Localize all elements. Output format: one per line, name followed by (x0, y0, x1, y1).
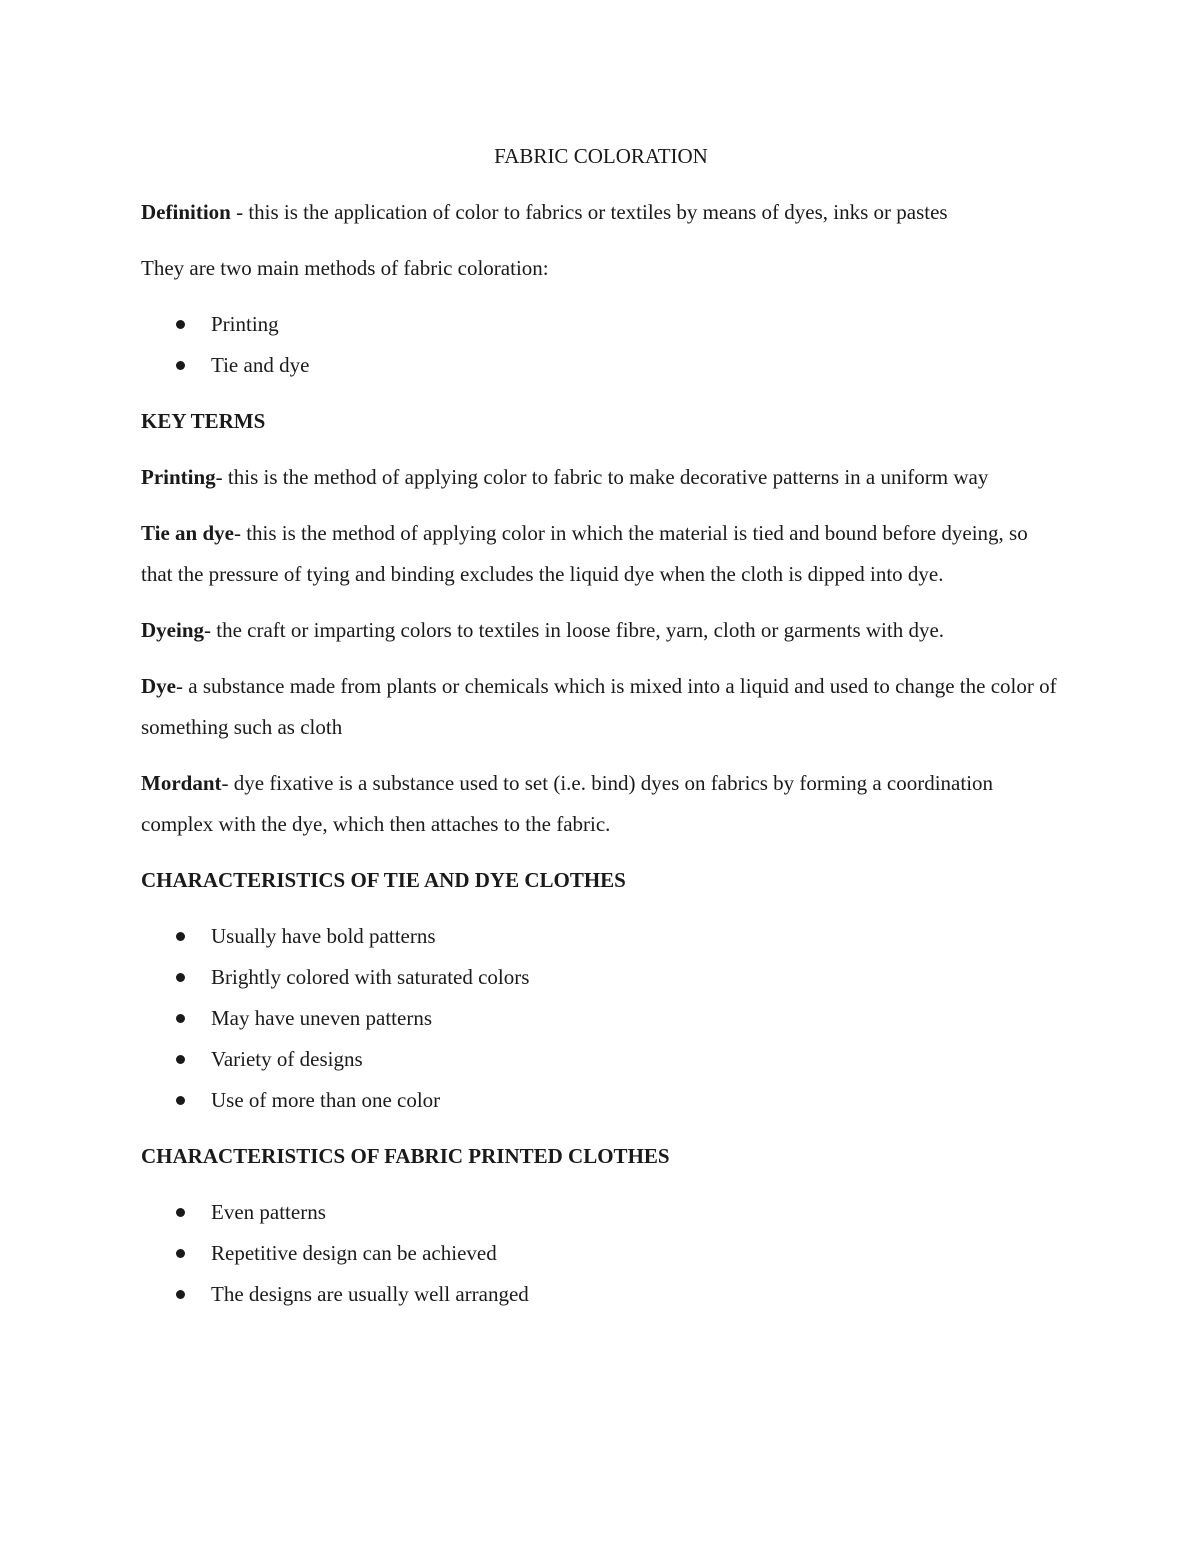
bullet-icon (176, 1055, 185, 1064)
tie-dye-characteristics-list (141, 916, 1061, 1121)
key-term-label: Mordant (141, 771, 222, 795)
bullet-icon (176, 1208, 185, 1217)
document-content (141, 136, 1061, 1330)
bullet-icon (176, 1249, 185, 1258)
bullet-icon (176, 973, 185, 982)
list-item: The designs are usually well arranged (141, 1274, 1061, 1315)
bullet-icon (176, 320, 185, 329)
key-term-printing (141, 457, 1061, 498)
definition-text: - this is the application of color to fabrics or textiles by means of dyes, inks or pastes (230, 200, 948, 224)
key-term-text: - this is the method of applying color to fabric to make decorative patterns in a uniform way (215, 465, 989, 489)
key-term-text: - this is the method of applying color in which the material is tied and bound before dyeing, so that the pressure of tying and binding excludes the liquid dye when the cloth is dipped into dye. (141, 521, 1028, 586)
key-term-dyeing (141, 610, 1061, 651)
key-term-tie-and-dye (141, 513, 1061, 595)
list-item: Even patterns (141, 1192, 1061, 1233)
document-title: FABRIC COLORATION (494, 144, 708, 168)
methods-intro: They are two main methods of fabric coloration: (141, 256, 549, 280)
key-term-label: Printing (141, 465, 216, 489)
list-item: Brightly colored with saturated colors (141, 957, 1061, 998)
list-item: Repetitive design can be achieved (141, 1233, 1061, 1274)
key-term-label: Dyeing (141, 618, 204, 642)
definition-paragraph (141, 192, 1061, 233)
tie-dye-characteristics-heading: CHARACTERISTICS OF TIE AND DYE CLOTHES (141, 868, 626, 892)
bullet-icon (176, 1290, 185, 1299)
list-item: Printing (141, 304, 1061, 345)
printed-characteristics-list (141, 1192, 1061, 1315)
list-item: Variety of designs (141, 1039, 1061, 1080)
list-item: May have uneven patterns (141, 998, 1061, 1039)
key-term-text: - a substance made from plants or chemicals which is mixed into a liquid and used to change the color of something such as cloth (141, 674, 1057, 739)
key-term-label: Tie an dye (141, 521, 234, 545)
printed-characteristics-heading: CHARACTERISTICS OF FABRIC PRINTED CLOTHES (141, 1144, 670, 1168)
list-item: Use of more than one color (141, 1080, 1061, 1121)
bullet-icon (176, 1014, 185, 1023)
key-term-dye (141, 666, 1061, 748)
list-item: Tie and dye (141, 345, 1061, 386)
key-term-mordant (141, 763, 1061, 845)
bullet-icon (176, 932, 185, 941)
list-item: Usually have bold patterns (141, 916, 1061, 957)
bullet-icon (176, 1096, 185, 1105)
key-term-text: - the craft or imparting colors to textiles in loose fibre, yarn, cloth or garments with dye. (204, 618, 945, 642)
key-term-label: Dye (141, 674, 176, 698)
bullet-icon (176, 361, 185, 370)
definition-term: Definition (141, 200, 231, 224)
key-terms-heading: KEY TERMS (141, 409, 266, 433)
methods-list (141, 304, 1061, 386)
key-term-text: - dye fixative is a substance used to set (i.e. bind) dyes on fabrics by forming a coordination complex with the dye, which then attaches to the fabric. (141, 771, 994, 836)
